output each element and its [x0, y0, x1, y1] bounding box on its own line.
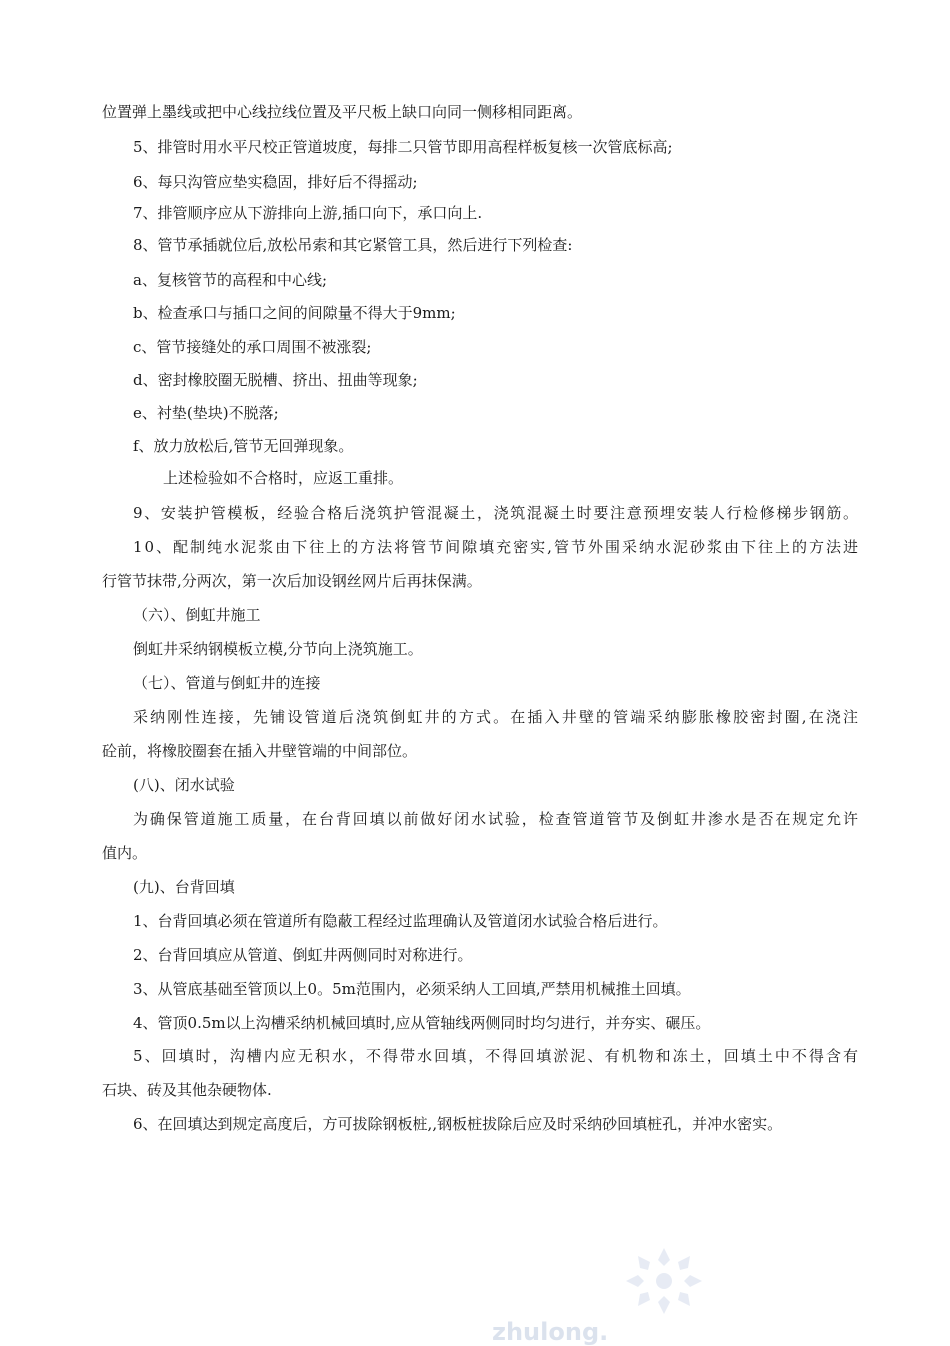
text-line: c、管节接缝处的承口周围不被涨裂; — [133, 338, 372, 356]
text-line: 6、每只沟管应垫实稳固，排好后不得摇动; — [133, 173, 418, 191]
text-line: 上述检验如不合格时，应返工重排。 — [163, 469, 404, 487]
text-line: e、衬垫(垫块)不脱落; — [133, 404, 279, 422]
text-line: b、检查承口与插口之间的间隙量不得大于9mm; — [133, 304, 456, 322]
text-line: 10、配制纯水泥浆由下往上的方法将管节间隙填充密实,管节外围采纳水泥砂浆由下往上的方法进 — [133, 538, 861, 556]
text-line: f、放力放松后,管节无回弹现象。 — [133, 437, 354, 455]
text-line: 位置弹上墨线或把中心线拉线位置及平尺板上缺口向同一侧移相同距离。 — [102, 103, 583, 121]
text-line: 5、回填时，沟槽内应无积水，不得带水回填，不得回填淤泥、有机物和冻土，回填土中不得含有 — [133, 1047, 861, 1065]
text-line: 行管节抹带,分两次，第一次后加设钢丝网片后再抹保满。 — [102, 572, 482, 590]
section-heading: （七）、管道与倒虹井的连接 — [133, 674, 321, 692]
section-heading: （六）、倒虹井施工 — [133, 606, 261, 624]
text-line: a、复核管节的高程和中心线; — [133, 271, 327, 289]
text-line: 9、安装护管模板，经验合格后浇筑护管混凝土，浇筑混凝土时要注意预埋安装人行检修梯步钢筋。 — [133, 504, 860, 522]
text-line: 1、台背回填必须在管道所有隐蔽工程经过监理确认及管道闭水试验合格后进行。 — [133, 912, 668, 930]
zhulong-snowflake-logo-icon — [616, 1246, 712, 1316]
watermark-text: zhulong. — [492, 1318, 609, 1346]
section-heading: (八)、闭水试验 — [133, 776, 235, 794]
section-heading: (九)、台背回填 — [133, 878, 235, 896]
text-line: 7、排管顺序应从下游排向上游,插口向下，承口向上. — [133, 204, 483, 222]
text-line: d、密封橡胶圈无脱槽、挤出、扭曲等现象; — [133, 371, 418, 389]
text-line: 倒虹井采纳钢模板立模,分节向上浇筑施工。 — [133, 640, 423, 658]
text-line: 石块、砖及其他杂硬物体. — [102, 1081, 272, 1099]
text-line: 5、排管时用水平尺校正管道坡度，每排二只管节即用高程样板复核一次管底标高; — [133, 138, 673, 156]
text-line: 采纳刚性连接，先铺设管道后浇筑倒虹井的方式。在插入井壁的管端采纳膨胀橡胶密封圈,在浇注 — [133, 708, 861, 726]
text-line: 8、管节承插就位后,放松吊索和其它紧管工具，然后进行下列检查: — [133, 236, 573, 254]
text-line: 砼前，将橡胶圈套在插入井壁管端的中间部位。 — [102, 742, 418, 760]
text-line: 4、管顶0.5m以上沟槽采纳机械回填时,应从管轴线两侧同时均匀进行，并夯实、碾压。 — [133, 1014, 711, 1032]
text-line: 6、在回填达到规定高度后，方可拔除钢板桩,,钢板桩拔除后应及时采纳砂回填桩孔，并冲水密实。 — [133, 1115, 783, 1133]
text-line: 为确保管道施工质量，在台背回填以前做好闭水试验，检查管道管节及倒虹井渗水是否在规定允许 — [133, 810, 860, 828]
text-line: 3、从管底基础至管顶以上0。5m范围内，必须采纳人工回填,严禁用机械推土回填。 — [133, 980, 691, 998]
text-line: 2、台背回填应从管道、倒虹井两侧同时对称进行。 — [133, 946, 473, 964]
text-line: 值内。 — [102, 844, 148, 862]
